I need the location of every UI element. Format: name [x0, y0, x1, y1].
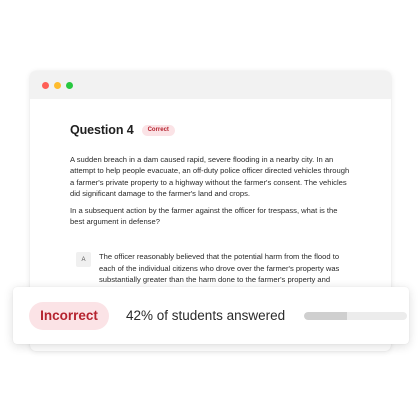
question-stem: A sudden breach in a dam caused rapid, severe flooding in a nearby city. In an attempt to help people evacuate, an off-duty police officer directed vehicles through a farmer's private property to a highway without the farmer's consent. The vehicles did significant damage to the farmer's land and crops. [70, 155, 350, 199]
question-prompt: In a subsequent action by the farmer against the officer for trespass, what is the best argument in defense? [70, 205, 338, 227]
question-title: Question 4 [70, 123, 134, 137]
question-content [30, 122, 391, 297]
result-bar [13, 287, 409, 344]
answered-progress-track [304, 312, 407, 320]
close-dot-icon[interactable] [42, 82, 49, 89]
incorrect-status-pill: Incorrect [29, 302, 109, 330]
window-titlebar [30, 71, 391, 99]
answer-letter: A [76, 252, 91, 267]
minimize-dot-icon[interactable] [54, 82, 61, 89]
answer-text: The officer reasonably believed that the potential harm from the flood to each of the individual citizens who drove over the farmer's property was substantially greater than the harm done to the farmer's property and [99, 252, 340, 285]
answered-progress-fill [304, 312, 347, 320]
answered-percentage-text: 42% of students answered [126, 308, 286, 323]
correct-badge: Correct [142, 125, 175, 136]
question-header [70, 122, 351, 138]
maximize-dot-icon[interactable] [66, 82, 73, 89]
